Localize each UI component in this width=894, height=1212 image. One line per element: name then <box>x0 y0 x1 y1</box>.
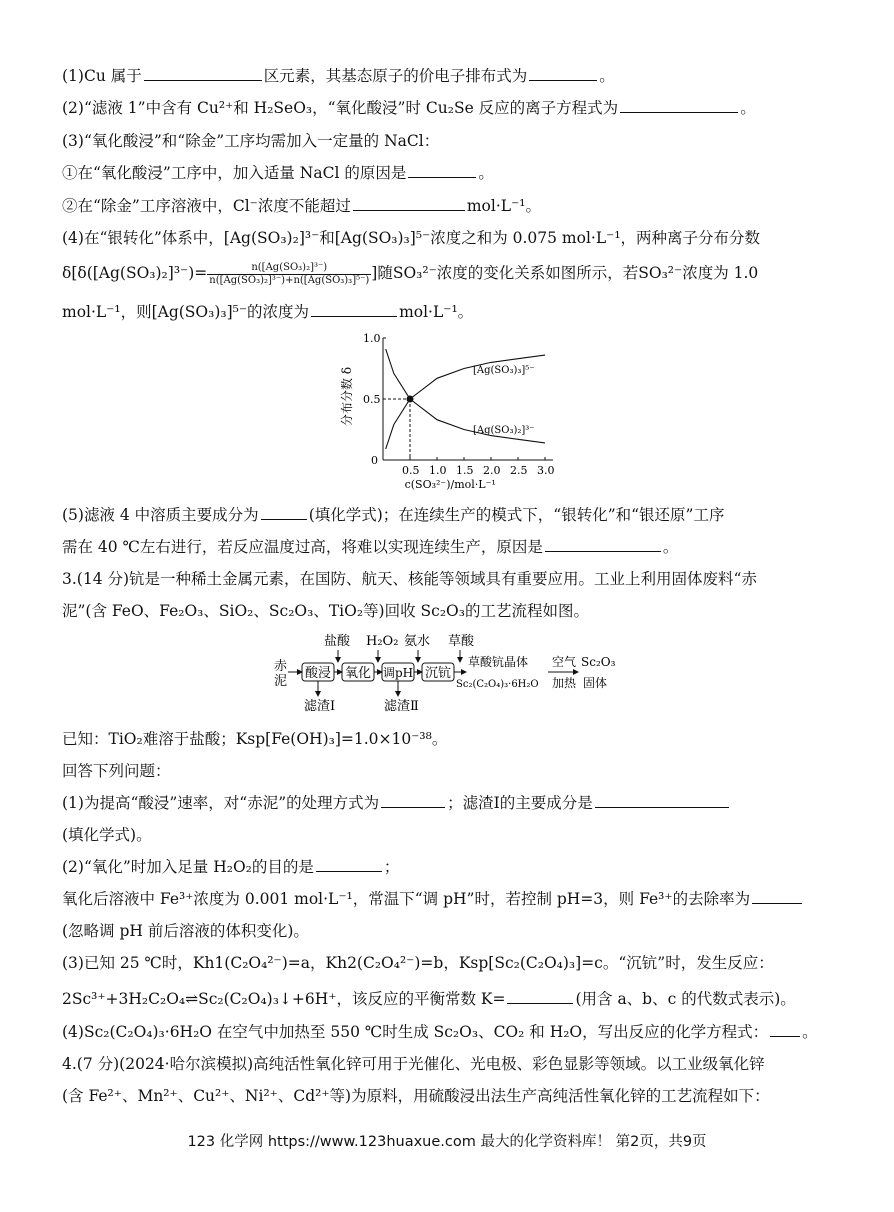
q3-known: 已知：TiO₂难溶于盐酸；Ksp[Fe(OH)₃]=1.0×10⁻³⁸。 <box>62 730 448 748</box>
x-tick-label: 3.0 <box>537 464 555 477</box>
q2-part3a: ①在“氧化酸浸”工序中，加入适量 NaCl 的原因是 。 <box>62 164 494 182</box>
x-tick-label: 1.5 <box>456 464 474 477</box>
q2-part5-line1: (5)滤液 4 中溶质主要成分为 (填化学式)；在连续生产的模式下，“银转化”和“银还原”工序 <box>62 506 725 524</box>
q3-part1: (1)为提高“酸浸”速率，对“赤泥”的处理方式为 ；滤渣Ⅰ的主要成分是 <box>62 793 731 813</box>
residue-2: 滤渣Ⅱ <box>384 699 419 714</box>
q2-part3: (3)“氧化酸浸”和“除金”工序均需加入一定量的 NaCl： <box>62 132 440 150</box>
y-tick-label: 1.0 <box>363 332 381 345</box>
step-oxidize: 氧化 <box>345 666 372 681</box>
q3-part4: (4)Sc₂(C₂O₄)₃·6H₂O 在空气中加热至 550 ℃时生成 Sc₂O₃、CO₂ 和 H₂O，写出反应的化学方程式： 。 <box>62 1023 818 1041</box>
q2-part4-line1: (4)在“银转化”体系中，[Ag(SO₃)₂]³⁻和[Ag(SO₃)₃]⁵⁻浓度之和为 0.075 mol·L⁻¹，两种离子分布分数 <box>62 229 761 247</box>
series-label-1: [Ag(SO₃)₂]³⁻ <box>473 424 535 436</box>
intersection-point <box>407 396 414 403</box>
series-label-0: [Ag(SO₃)₃]⁵⁻ <box>473 365 535 377</box>
q3-part1-line2: (填化学式)。 <box>62 826 152 844</box>
q2-part3b: ②在“除金”工序溶液中，Cl⁻浓度不能超过 mol·L⁻¹。 <box>62 197 541 215</box>
residue-1: 滤渣Ⅰ <box>304 699 336 714</box>
arrow-heat: 加热 <box>552 676 577 690</box>
reagent-oxalic: 草酸 <box>448 634 475 649</box>
distribution-chart <box>335 326 565 494</box>
step-adjust-ph: 调pH <box>383 666 414 680</box>
x-tick-label: 0 <box>371 454 378 467</box>
product-crystal: 草酸钪晶体 <box>468 655 529 669</box>
svg-text:泥: 泥 <box>274 674 288 689</box>
final-product: Sc₂O₃ <box>581 655 616 669</box>
y-axis-label: 分布分数 δ <box>340 366 354 426</box>
step-leach: 酸浸 <box>305 666 332 681</box>
scandium-flow-diagram <box>272 630 622 716</box>
product-formula: Sc₂(C₂O₄)₃·6H₂O <box>456 679 539 690</box>
q3-part2-line2: 氧化后溶液中 Fe³⁺浓度为 0.001 mol·L⁻¹，常温下“调 pH”时，若控制 pH=3，则 Fe³⁺的去除率为 <box>62 889 804 909</box>
q3-part3-line1: (3)已知 25 ℃时，Kh1(C₂O₄²⁻)=a，Kh2(C₂O₄²⁻)=b，Ksp[Sc₂(C₂O₄)₃]=c。“沉钪”时，发生反应： <box>62 954 774 972</box>
q2-part4-line2: δ[δ([Ag(SO₃)₂]³⁻)= $\frac{\text{n([Ag(SO₃)₂]³⁻)}}{\text{n([Ag(SO₃)₂]³⁻)+n([Ag(SO₃)₃]⁵⁻)}}$ ]随SO₃²⁻浓度的变化关系如图所示，若SO₃²⁻浓度为 1.0 <box>62 261 759 286</box>
q3-prompt: 回答下列问题： <box>62 762 171 780</box>
start-label: 赤 <box>274 659 288 674</box>
q3-stem-line1: 3.(14 分)钪是一种稀土金属元素，在国防、航天、核能等领域具有重要应用。工业上利用固体废料“赤 <box>62 570 757 588</box>
step-precipitate: 沉钪 <box>425 666 452 681</box>
reagent-hcl: 盐酸 <box>324 634 351 649</box>
q3-stem-line2: 泥”(含 FeO、Fe₂O₃、SiO₂、Sc₂O₃、TiO₂等)回收 Sc₂O₃的工艺流程如图。 <box>62 602 589 620</box>
reagent-h2o2: H₂O₂ <box>366 634 399 649</box>
x-tick-label: 1.0 <box>429 464 447 477</box>
y-tick-label: 0.5 <box>363 393 381 406</box>
q2-part5-line2: 需在 40 ℃左右进行，若反应温度过高，将难以实现连续生产，原因是 。 <box>62 538 679 556</box>
x-axis-label: c(SO₃²⁻)/mol·L⁻¹ <box>404 478 496 491</box>
q2-part2: (2)“滤液 1”中含有 Cu²⁺和 H₂SeO₃，“氧化酸浸”时 Cu₂Se 反应的离子方程式为 。 <box>62 99 756 117</box>
reagent-ammonia: 氨水 <box>404 634 431 649</box>
x-tick-label: 2.5 <box>510 464 528 477</box>
q2-part4-line3: mol·L⁻¹，则[Ag(SO₃)₃]⁵⁻的浓度为 mol·L⁻¹。 <box>62 303 474 321</box>
q4-stem-line1: 4.(7 分)(2024·哈尔滨模拟)高纯活性氧化锌可用于光催化、光电极、彩色显影等领域。以工业级氧化锌 <box>62 1055 765 1073</box>
page-footer: 123 化学网 https://www.123huaxue.com 最大的化学资料库！ 第2页，共9页 <box>187 1134 707 1150</box>
q3-part3-line2: 2Sc³⁺+3H₂C₂O₄⇌Sc₂(C₂O₄)₃↓+6H⁺，该反应的平衡常数 K= (用含 a、b、c 的代数式表示)。 <box>62 990 796 1008</box>
q2-part1: (1)Cu 属于 区元素，其基态原子的价电子排布式为 。 <box>62 67 615 85</box>
q3-part2-line3: (忽略调 pH 前后溶液的体积变化)。 <box>62 922 309 940</box>
final-state: 固体 <box>583 676 608 690</box>
distribution-fraction: $\frac{\text{n([Ag(SO₃)₂]³⁻)}}{\text{n([Ag(SO₃)₂]³⁻)+n([Ag(SO₃)₃]⁵⁻)}}$ <box>209 261 370 286</box>
q3-part2: (2)“氧化”时加入足量 H₂O₂的目的是 ； <box>62 858 400 876</box>
x-tick-label: 2.0 <box>483 464 501 477</box>
q4-stem-line2: (含 Fe²⁺、Mn²⁺、Cu²⁺、Ni²⁺、Cd²⁺等)为原料，用硫酸浸出法生产高纯活性氧化锌的工艺流程如下： <box>62 1087 770 1105</box>
x-tick-label: 0.5 <box>402 464 420 477</box>
arrow-air: 空气 <box>552 655 577 669</box>
